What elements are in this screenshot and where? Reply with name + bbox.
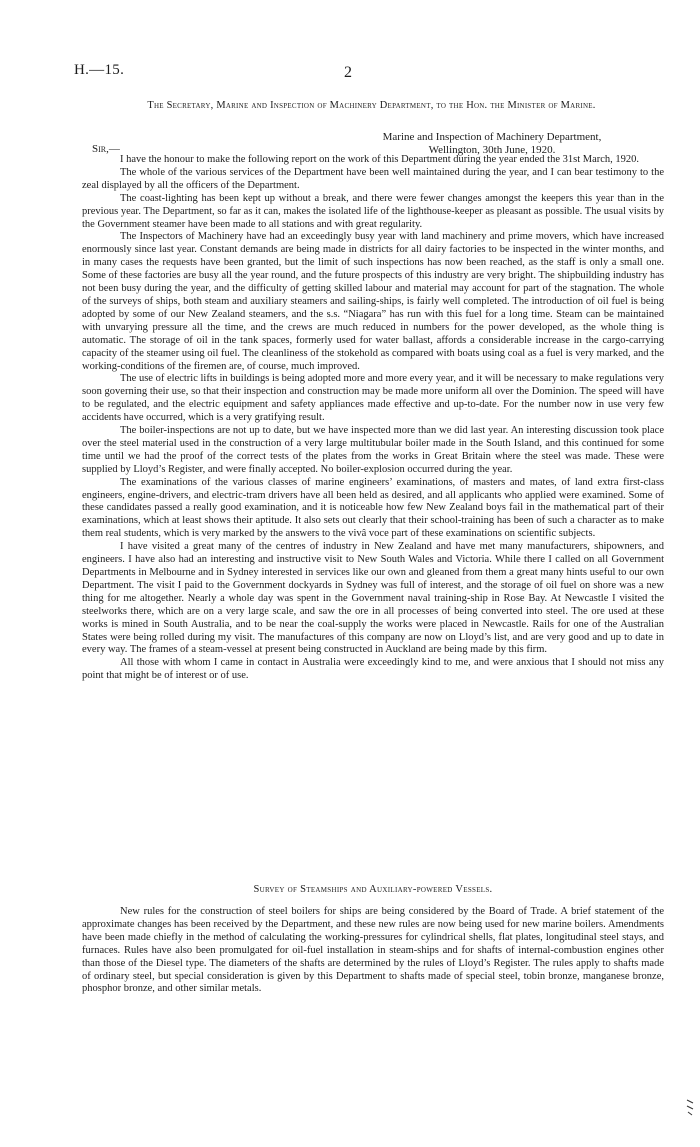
paragraph: The examinations of the various classes of marine engineers’ examinations, of masters and mates, of land extra first-class engineers, engine-drivers, and electric-tram drivers have all been held as desired, and all applicants who applied were examined. Some of these candidates passed a really good examination, and it is noticeable how few New Zealand boys fail in the mathematical part of their examinations, which at least shows their aptitude. It also sets out clearly that their school-training has been of such a character as to make them real students, which is very marked by the answers to the vivâ voce part of these examinations on scientific subjects. [82,476,664,540]
paragraph: The boiler-inspections are not up to date, but we have inspected more than we did last year. An interesting discussion took place over the steel material used in the construction of a very large multitubular boiler made in the South Island, and this continued for some time until we had the proof of the correct tests of the plates from the works in Great Britain where the steel was made. These were supplied by Lloyd’s Register, and were finally accepted. No boiler-explosion occurred during the year. [82,425,664,475]
letter-heading: The Secretary, Marine and Inspection of Machinery Department, to the Hon. the Minister of Marine. [147,100,596,111]
sender-place-date: Wellington, 30th June, 1920. [428,144,556,156]
scan-edge-mark [686,1098,694,1116]
paragraph: The use of electric lifts in buildings is being adopted more and more every year, and it will be necessary to make regulations very soon governing their use, so that their inspection and construction may be made more uniform all over the Dominion. The speed will have to be regulated, and the electric equipment and safety appliances made effective and up-to-date. For the number now in use very few accidents have occurred, which is a very gratifying result. [82,373,664,424]
paragraph: The whole of the various services of the Department have been well maintained during the year, and I can bear testimony to the zeal displayed by all the officers of the Department. [82,166,664,191]
paragraph: New rules for the construction of steel boilers for ships are being considered by the Board of Trade. A brief statement of the approximate changes has been received by the Department, and these new rules are now being used for new marine boilers. Amendments have been made chiefly in the method of calculating the working-pressures for cylindrical shells, flat plates, longitudinal steel stays, and furnaces. Rules have also been promulgated for oil-fuel installation in steam-ships and for shafts of internal-combustion engines other than those of the Diesel type. The diameters of the shafts are determined by the rules of Lloyd’s Register. The rules apply to shafts made of ordinary steel, but special consideration is given by this Department to shafts made of special steel, tobin bronze, manganese bronze, phosphor bronze, and other similar metals. [82,906,664,995]
section-body [82,906,664,996]
sender-department: Marine and Inspection of Machinery Department, [382,131,602,143]
paragraph: The coast-lighting has been kept up without a break, and there were fewer changes amongst the keepers this year than in the previous year. The Department, so far as it can, makes the isolated life of the lighthouse-keeper as pleasant as possible. The usual visits by the Government steamer have been made to all stations and with great regularity. [82,192,664,230]
paragraph: The Inspectors of Machinery have had an exceedingly busy year with land machinery and prime movers, which have increased enormously since last year. Constant demands are being made in districts for all dairy factories to be inspected in the winter months, and in many cases the requests have been granted, but the limit of such inspections has now been reached, as the staff is only a small one. Some of these factories are busy all the year round, and the future prospects of this industry are very bright. The shipbuilding industry has not been busy during the year, and the difficulty of getting skilled labour and material may account for part of the stagnation. The whole of the surveys of ships, both steam and auxiliary steamers and sailing-ships, is fairly well completed. The introduction of oil fuel is being adopted by some of our New Zealand steamers, and the s.s. “Niagara” has run with this fuel for a long time. Steam can be maintained with unvarying pressure all the time, and the crews are much reduced in numbers for the power developed, as the whole thing is automatic. The storage of oil in the tank spaces, formerly used for water ballast, affords a considerable increase in the cargo-carrying capacity of the steamer using oil fuel. The cleanliness of the stokehold as compared with boats using coal as a fuel is very marked, and the working-conditions of the firemen are, of course, much improved. [82,231,664,372]
document-reference: H.—15. [74,62,125,78]
paragraph: All those with whom I came in contact in Australia were exceedingly kind to me, and were anxious that I should not miss any point that might be of interest or of use. [82,657,664,682]
page-number: 2 [344,64,352,81]
paragraph: I have the honour to make the following report on the work of this Department during the year ended the 31st March, 1920. [120,154,640,165]
section-title: Survey of Steamships and Auxiliary-powered Vessels. [253,884,493,895]
paragraph: I have visited a great many of the centres of industry in New Zealand and have met many manufacturers, shipowners, and engineers. I have also had an interesting and instructive visit to New South Wales and Victoria. While there I called on all Government Departments in Melbourne and in Sydney interested in services like our own and gleaned from them a great many hints useful to our own Department. The visit I paid to the Government dockyards in Sydney was full of interest, and the storage of oil fuel on shore was a new thing for me altogether. Nearly a whole day was spent in the Government naval training-ship in Rose Bay. At Newcastle I visited the steelworks there, which are on a very large scale, and saw the ore in all processes of being converted into steel. The ore used at these works is mined in South Australia, and to be near the coal-supply the works were placed in Newcastle. Rails for one of the Australian States were being rolled during my visit. The manufactures of this company are now on Lloyd’s list, and are very good and up to date in every way. The frames of a steam-vessel at present being constructed in Auckland are being made by this firm. [82,541,664,656]
salutation: Sir,— [92,143,120,155]
letter-body [82,154,664,683]
